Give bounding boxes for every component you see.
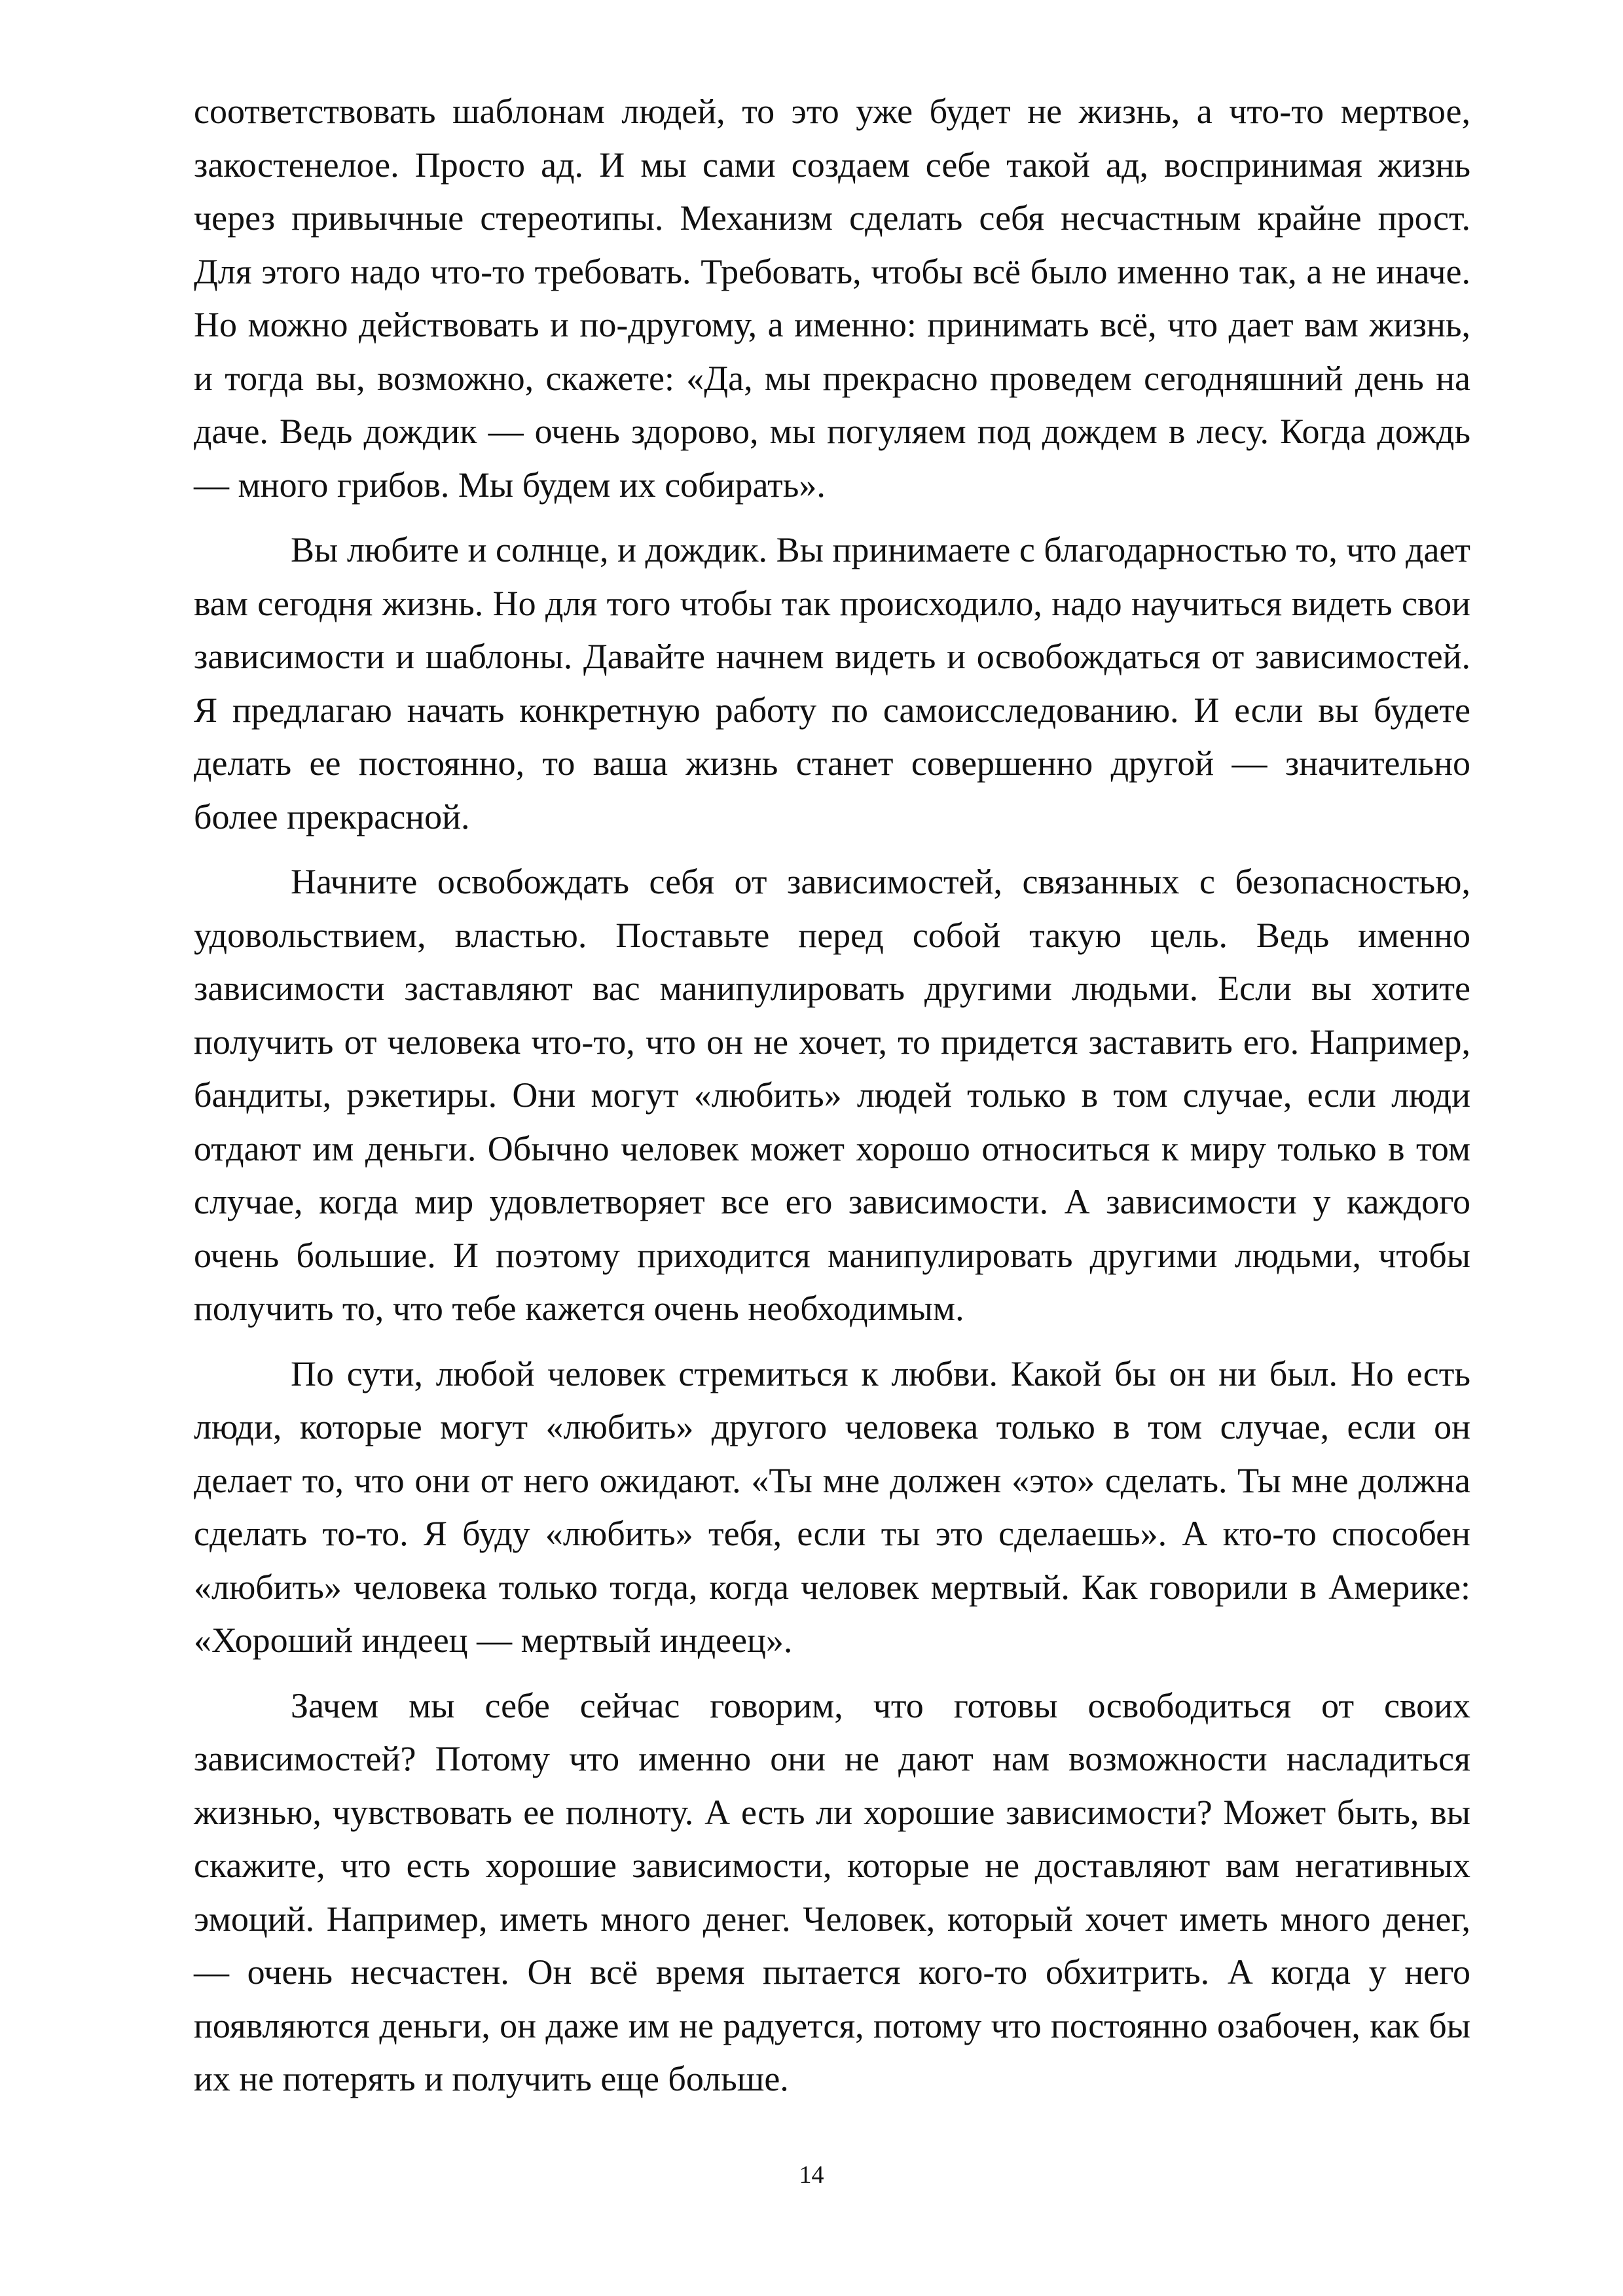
- paragraph-5: Зачем мы себе сейчас говорим, что готовы освободиться от своих зависимостей? Потому что именно они не дают нам возможности насладиться жизнью, чувствовать ее полноту. А есть ли хорошие зависимости? Может быть, вы скажите, что есть хорошие зависимости, которые не доставляют вам негативных эмоций. Например, иметь много денег. Человек, который хочет иметь много денег, — очень несчастен. Он всё время пытается кого-то обхитрить. А когда у него появляются деньги, он даже им не радуется, потому что постоянно озабочен, как бы их не потерять и получить еще больше.: [194, 1685, 1470, 2098]
- body-text: [194, 85, 1470, 2118]
- paragraph-2: Вы любите и солнце, и дождик. Вы принимаете с благодарностью то, что дает вам сегодня жизнь. Но для того чтобы так происходило, надо научиться видеть свои зависимости и шаблоны. Давайте начнем видеть и освобождаться от зависимостей. Я предлагаю начать конкретную работу по самоисследованию. И если вы будете делать ее постоянно, то ваша жизнь станет совершенно другой — значительно более прекрасной.: [194, 530, 1470, 836]
- page-number: 14: [799, 2161, 824, 2189]
- paragraph-3: Начните освобождать себя от зависимостей, связанных с безопасностью, удовольствием, властью. Поставьте перед собой такую цель. Ведь именно зависимости заставляют вас манипулировать другими людьми. Если вы хотите получить от человека что-то, что он не хочет, то придется заставить его. Например, бандиты, рэкетиры. Они могут «любить» людей только в том случае, если люди отдают им деньги. Обычно человек может хорошо относиться к миру только в том случае, когда мир удовлетворяет все его зависимости. А зависимости у каждого очень большие. И поэтому приходится манипулировать другими людьми, чтобы получить то, что тебе кажется очень необходимым.: [194, 862, 1470, 1328]
- paragraph-4: По сути, любой человек стремиться к любви. Какой бы он ни был. Но есть люди, которые могут «любить» другого человека только в том случае, если он делает то, что они от него ожидают. «Ты мне должен «это» сделать. Ты мне должна сделать то-то. Я буду «любить» тебя, если ты это сделаешь». А кто-то способен «любить» человека только тогда, когда человек мертвый. Как говорили в Америке: «Хороший индеец — мертвый индеец».: [194, 1354, 1470, 1660]
- paragraph-1: соответствовать шаблонам людей, то это уже будет не жизнь, а что-то мертвое, закостенелое. Просто ад. И мы сами создаем себе такой ад, воспринимая жизнь через привычные стереотипы. Механизм сделать себя несчастным крайне прост. Для этого надо что-то требовать. Требовать, чтобы всё было именно так, а не иначе. Но можно действовать и по-другому, а именно: принимать всё, что дает вам жизнь, и тогда вы, возможно, скажете: «Да, мы прекрасно проведем сегодняшний день на даче. Ведь дождик — очень здорово, мы погуляем под дождем в лесу. Когда дождь — много грибов. Мы будем их собирать».: [194, 92, 1470, 505]
